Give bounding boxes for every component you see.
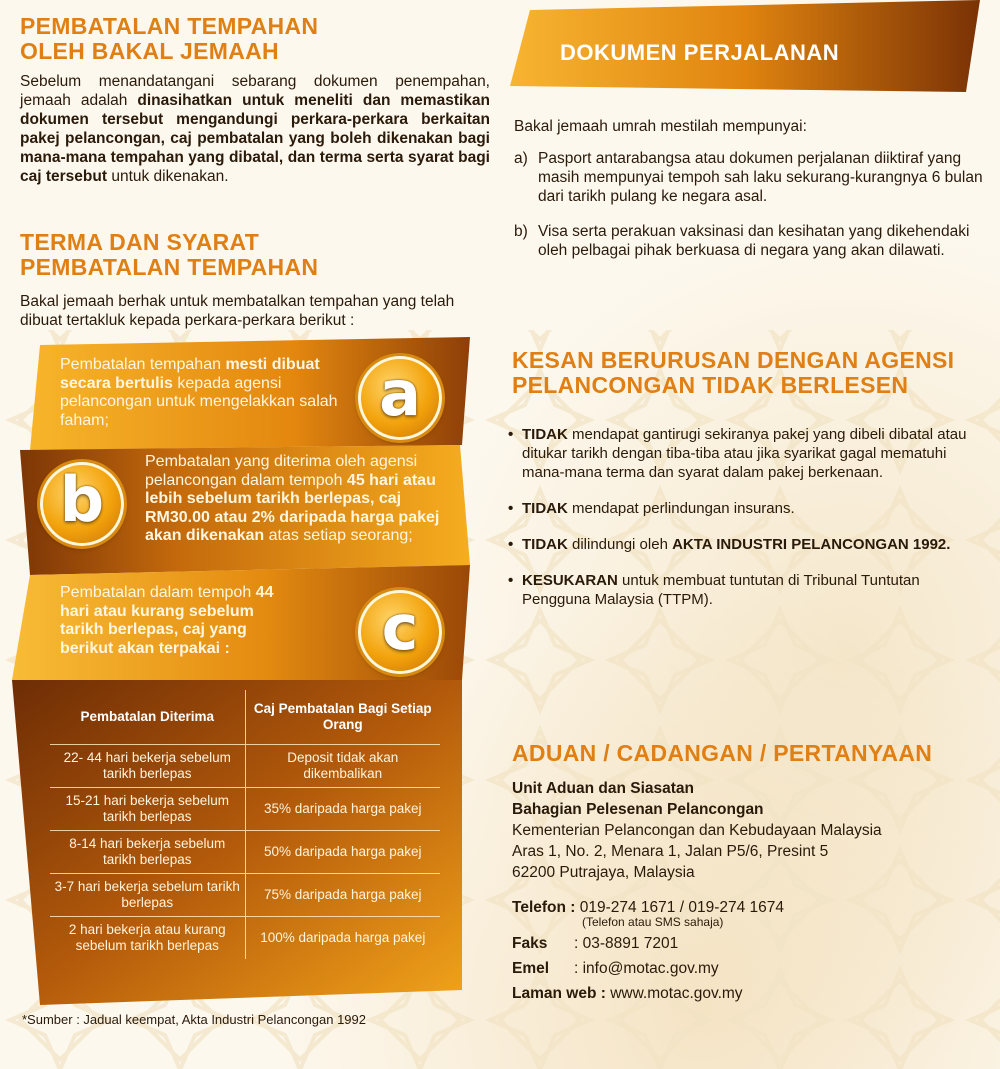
table-cell: 100% daripada harga pakej [245,917,440,960]
heading-line: PELANCONGAN TIDAK BERLESEN [512,372,909,398]
email-link[interactable]: : info@motac.gov.my [574,960,719,977]
table-cell: 22- 44 hari bekerja sebelum tarikh berlepas [50,745,245,788]
phone-value[interactable]: 019-274 1671 / 019-274 1674 [575,899,785,916]
bold-text: 45 hari atau lebih sebelum tarikh berlepas, caj RM30.00 atau 2% daripada harga pakej akan dikenakan [145,471,440,544]
list-item: Pasport antarabangsa atau dokumen perjalanan diiktiraf yang masih mempunyai tempoh sah laku sekurang-kurangnya 6 bulan dari tarikh pulang ke negara asal. [538,150,983,205]
list-marker: b) [514,223,528,240]
heading-kesan [512,348,982,398]
text: Sebelum menandatangani sebarang dokumen penempahan, jemaah adalah [20,73,490,109]
box-a-text [60,356,350,430]
table-row [50,788,440,831]
address-line: 62200 Putrajaya, Malaysia [512,864,695,881]
bold-text: TIDAK [522,536,568,553]
section-aduan [512,741,992,1005]
table-cell: 50% daripada harga pakej [245,831,440,874]
list-item [504,425,990,482]
paragraph-terma-intro: Bakal jemaah berhak untuk membatalkan tempahan yang telah dibuat tertakluk kepada perkara-perkara berikut : [20,293,455,329]
badge-c [358,590,442,674]
list-item [504,535,990,554]
address-unit: Unit Aduan dan Siasatan [512,780,695,797]
table-row [50,874,440,917]
table-source-note: *Sumber : Jadual keempat, Akta Industri Pelancongan 1992 [22,1012,366,1027]
list-item [504,571,990,609]
contact-label: Emel [512,960,550,977]
table-cell: 15-21 hari bekerja sebelum tarikh berlepas [50,788,245,831]
list-item: Visa serta perakuan vaksinasi dan kesihatan yang dikehendaki oleh pelbagai pihak berkuasa di negara yang akan dilawati. [538,223,970,259]
address-bahagian: Bahagian Pelesenan Pelancongan [512,801,764,818]
dokumen-item-a [514,149,984,206]
bold-text: TIDAK [522,500,568,517]
banner-dokumen-title: DOKUMEN PERJALANAN [560,40,840,65]
text: Pembatalan dalam tempoh [60,584,256,601]
bold-text: dinasihatkan untuk meneliti dan memastikan dokumen tersebut mengandungi perkara-perkara berkaitan pakej pelancongan, caj pembatalan yang boleh dikenakan bagi mana-mana tempahan yang dibatal, dan terma serta syarat bagi caj tersebut [20,92,491,185]
table-header: Pembatalan Diterima [50,690,245,745]
table-row [50,831,440,874]
contact-label: Faks [512,935,548,952]
contact-block [512,897,992,1005]
bold-text: AKTA INDUSTRI PELANCONGAN 1992. [672,536,951,553]
text: dilindungi oleh [567,536,673,553]
contact-label: Laman web : [512,985,606,1002]
kesan-list [504,425,990,609]
bold-text: TIDAK [522,426,568,443]
text: untuk dikenakan. [107,168,229,185]
heading-line: PEMBATALAN TEMPAHAN [20,254,319,280]
table-cell: 8-14 hari bekerja sebelum tarikh berlepas [50,831,245,874]
table-header: Caj Pembatalan Bagi Setiap Orang [245,690,440,745]
contact-web [512,983,992,1005]
list-item [504,499,990,518]
cancellation-table-wrap [50,690,440,959]
table-row [50,917,440,960]
text: kepada agensi pelancongan untuk mengelakkan salah faham; [60,374,338,429]
badge-b [40,462,124,546]
address-block [512,778,992,883]
heading-line: PEMBATALAN TEMPAHAN [20,13,319,39]
heading-aduan: ADUAN / CADANGAN / PERTANYAAN [512,740,933,766]
table-cell: 75% daripada harga pakej [245,874,440,917]
box-c-text [60,584,300,658]
contact-emel [512,958,992,980]
table-row [50,745,440,788]
list-marker: a) [514,150,528,167]
dokumen-item-b [514,222,984,260]
badge-letter: c [381,591,419,664]
contact-label: Telefon : [512,899,576,916]
text: atas setiap seorang; [264,527,413,544]
dokumen-intro: Bakal jemaah umrah mestilah mempunyai: [514,118,807,135]
table-cell: 3-7 hari bekerja sebelum tarikh berlepas [50,874,245,917]
website-link[interactable]: www.motac.gov.my [605,985,743,1002]
text: Pembatalan tempahan [60,356,226,373]
badge-a [358,356,442,440]
table-cell: 35% daripada harga pakej [245,788,440,831]
heading-line: KESAN BERURUSAN DENGAN AGENSI [512,347,955,373]
contact-faks [512,933,992,955]
section-kesan [512,348,982,398]
phone-note: (Telefon atau SMS sahaja) [582,915,724,929]
badge-letter: b [59,463,105,536]
box-b-text [145,453,450,546]
text: untuk membuat tuntutan di Tribunal Tuntutan Pengguna Malaysia (TTPM). [522,572,920,608]
badge-letter: a [379,357,421,430]
cancellation-table [50,690,440,959]
address-kementerian: Kementerian Pelancongan dan Kebudayaan Malaysia [512,822,882,839]
text: Pembatalan yang diterima oleh agensi pelancongan dalam tempoh [145,453,418,489]
bold-text: mesti dibuat secara bertulis [60,356,320,392]
table-cell: 2 hari bekerja atau kurang sebelum tarikh berlepas [68,922,226,953]
heading-line: TERMA DAN SYARAT [20,229,260,255]
table-header-row [50,690,440,745]
bold-text: 44 hari atau kurang sebelum tarikh berlepas, caj yang berikut akan terpakai : [60,584,274,657]
table-cell: Deposit tidak akan dikembalikan [245,745,440,788]
kesan-list-wrap [504,425,990,626]
text: mendapat gantirugi sekiranya pakej yang dibeli dibatal atau ditukar tarikh dengan tiba-tiba atau jika syarikat gagal mematuhi mana-mana terma dan syarat dalam pakej berkenaan. [522,426,967,481]
fax-value: : 03-8891 7201 [574,935,679,952]
text: mendapat perlindungan insurans. [567,500,795,517]
address-line: Aras 1, No. 2, Menara 1, Jalan P5/6, Presint 5 [512,843,829,860]
heading-line: OLEH BAKAL JEMAAH [20,38,279,64]
bold-text: KESUKARAN [522,572,618,589]
